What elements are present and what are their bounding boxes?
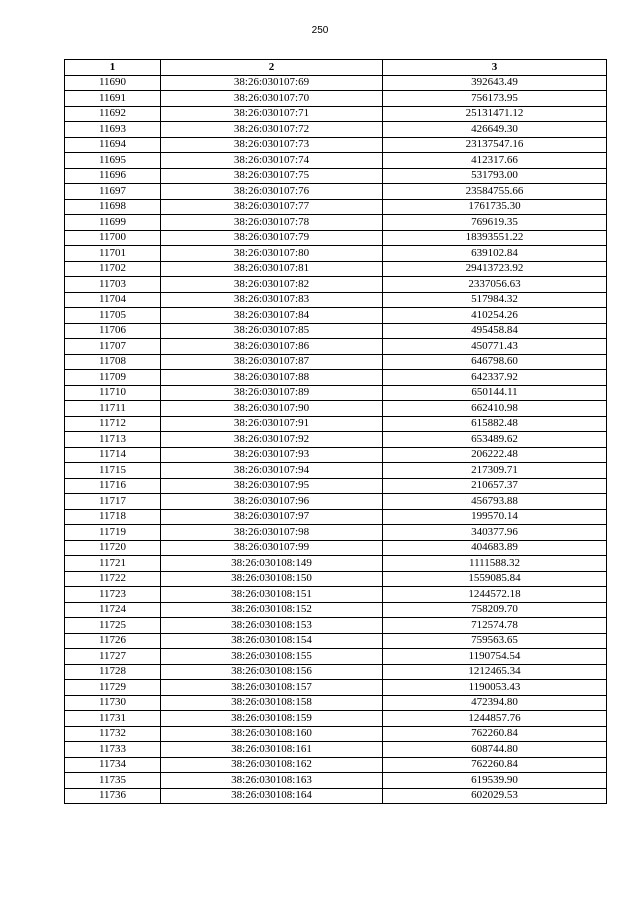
table-row	[65, 494, 607, 510]
cadastral-id-cell: 38:26:030108:162	[161, 757, 383, 773]
value-cell: 762260.84	[383, 757, 607, 773]
table-row	[65, 106, 607, 122]
value-cell: 404683.89	[383, 540, 607, 556]
cadastral-id-cell: 38:26:030107:74	[161, 153, 383, 169]
row-number-cell: 11694	[65, 137, 161, 153]
cadastral-id-cell: 38:26:030108:155	[161, 649, 383, 665]
cadastral-id-cell: 38:26:030108:151	[161, 587, 383, 603]
value-cell: 392643.49	[383, 75, 607, 91]
row-number-cell: 11707	[65, 339, 161, 355]
table-row	[65, 773, 607, 789]
value-cell: 199570.14	[383, 509, 607, 525]
table-row	[65, 401, 607, 417]
row-number-cell: 11718	[65, 509, 161, 525]
cadastral-id-cell: 38:26:030107:97	[161, 509, 383, 525]
value-cell: 2337056.63	[383, 277, 607, 293]
table-row	[65, 757, 607, 773]
table-row	[65, 664, 607, 680]
table-row	[65, 571, 607, 587]
cadastral-id-cell: 38:26:030107:95	[161, 478, 383, 494]
table-row	[65, 137, 607, 153]
cadastral-id-cell: 38:26:030108:150	[161, 571, 383, 587]
value-cell: 759563.65	[383, 633, 607, 649]
value-cell: 1212465.34	[383, 664, 607, 680]
value-cell: 1190053.43	[383, 680, 607, 696]
value-cell: 602029.53	[383, 788, 607, 804]
table-row	[65, 463, 607, 479]
table-row	[65, 478, 607, 494]
cadastral-id-cell: 38:26:030107:80	[161, 246, 383, 262]
cadastral-value-table	[64, 59, 607, 804]
cadastral-id-cell: 38:26:030108:160	[161, 726, 383, 742]
row-number-cell: 11721	[65, 556, 161, 572]
value-cell: 712574.78	[383, 618, 607, 634]
row-number-cell: 11691	[65, 91, 161, 107]
row-number-cell: 11697	[65, 184, 161, 200]
table-row	[65, 339, 607, 355]
cadastral-id-cell: 38:26:030107:81	[161, 261, 383, 277]
value-cell: 1559085.84	[383, 571, 607, 587]
table-row	[65, 91, 607, 107]
value-cell: 472394.80	[383, 695, 607, 711]
column-header-cadastral-id: 2	[161, 60, 383, 76]
table-body	[65, 75, 607, 804]
table-row	[65, 525, 607, 541]
cadastral-id-cell: 38:26:030108:157	[161, 680, 383, 696]
value-cell: 495458.84	[383, 323, 607, 339]
table-header	[65, 60, 607, 76]
value-cell: 653489.62	[383, 432, 607, 448]
cadastral-id-cell: 38:26:030107:98	[161, 525, 383, 541]
table-row	[65, 199, 607, 215]
value-cell: 456793.88	[383, 494, 607, 510]
cadastral-id-cell: 38:26:030107:71	[161, 106, 383, 122]
row-number-cell: 11725	[65, 618, 161, 634]
table-row	[65, 618, 607, 634]
value-cell: 769619.35	[383, 215, 607, 231]
value-cell: 25131471.12	[383, 106, 607, 122]
row-number-cell: 11724	[65, 602, 161, 618]
value-cell: 23137547.16	[383, 137, 607, 153]
row-number-cell: 11714	[65, 447, 161, 463]
row-number-cell: 11713	[65, 432, 161, 448]
cadastral-id-cell: 38:26:030107:69	[161, 75, 383, 91]
table-row	[65, 540, 607, 556]
row-number-cell: 11726	[65, 633, 161, 649]
cadastral-id-cell: 38:26:030107:92	[161, 432, 383, 448]
row-number-cell: 11736	[65, 788, 161, 804]
row-number-cell: 11704	[65, 292, 161, 308]
row-number-cell: 11734	[65, 757, 161, 773]
cadastral-id-cell: 38:26:030107:90	[161, 401, 383, 417]
value-cell: 531793.00	[383, 168, 607, 184]
cadastral-id-cell: 38:26:030108:161	[161, 742, 383, 758]
value-cell: 615882.48	[383, 416, 607, 432]
value-cell: 642337.92	[383, 370, 607, 386]
table-row	[65, 292, 607, 308]
header-row	[65, 60, 607, 76]
cadastral-id-cell: 38:26:030107:96	[161, 494, 383, 510]
row-number-cell: 11700	[65, 230, 161, 246]
table-row	[65, 695, 607, 711]
cadastral-id-cell: 38:26:030107:88	[161, 370, 383, 386]
value-cell: 762260.84	[383, 726, 607, 742]
row-number-cell: 11735	[65, 773, 161, 789]
row-number-cell: 11699	[65, 215, 161, 231]
cadastral-id-cell: 38:26:030107:76	[161, 184, 383, 200]
cadastral-id-cell: 38:26:030107:77	[161, 199, 383, 215]
value-cell: 1111588.32	[383, 556, 607, 572]
value-cell: 340377.96	[383, 525, 607, 541]
table-row	[65, 261, 607, 277]
row-number-cell: 11705	[65, 308, 161, 324]
cadastral-id-cell: 38:26:030107:99	[161, 540, 383, 556]
row-number-cell: 11701	[65, 246, 161, 262]
cadastral-id-cell: 38:26:030107:78	[161, 215, 383, 231]
row-number-cell: 11690	[65, 75, 161, 91]
column-header-value: 3	[383, 60, 607, 76]
value-cell: 1190754.54	[383, 649, 607, 665]
row-number-cell: 11696	[65, 168, 161, 184]
row-number-cell: 11731	[65, 711, 161, 727]
page-number: 250	[311, 25, 329, 36]
table-row	[65, 633, 607, 649]
row-number-cell: 11709	[65, 370, 161, 386]
cadastral-id-cell: 38:26:030108:163	[161, 773, 383, 789]
row-number-cell: 11703	[65, 277, 161, 293]
cadastral-id-cell: 38:26:030108:159	[161, 711, 383, 727]
cadastral-id-cell: 38:26:030107:93	[161, 447, 383, 463]
row-number-cell: 11712	[65, 416, 161, 432]
cadastral-id-cell: 38:26:030107:84	[161, 308, 383, 324]
row-number-cell: 11706	[65, 323, 161, 339]
cadastral-id-cell: 38:26:030107:75	[161, 168, 383, 184]
cadastral-id-cell: 38:26:030107:86	[161, 339, 383, 355]
row-number-cell: 11717	[65, 494, 161, 510]
value-cell: 639102.84	[383, 246, 607, 262]
row-number-cell: 11733	[65, 742, 161, 758]
table-row	[65, 323, 607, 339]
row-number-cell: 11729	[65, 680, 161, 696]
cadastral-id-cell: 38:26:030108:153	[161, 618, 383, 634]
table-row	[65, 308, 607, 324]
table-row	[65, 215, 607, 231]
row-number-cell: 11708	[65, 354, 161, 370]
value-cell: 217309.71	[383, 463, 607, 479]
row-number-cell: 11692	[65, 106, 161, 122]
row-number-cell: 11720	[65, 540, 161, 556]
cadastral-id-cell: 38:26:030107:73	[161, 137, 383, 153]
value-cell: 1244857.76	[383, 711, 607, 727]
cadastral-id-cell: 38:26:030107:89	[161, 385, 383, 401]
value-cell: 756173.95	[383, 91, 607, 107]
table-row	[65, 416, 607, 432]
row-number-cell: 11715	[65, 463, 161, 479]
table-row	[65, 277, 607, 293]
value-cell: 758209.70	[383, 602, 607, 618]
cadastral-id-cell: 38:26:030108:152	[161, 602, 383, 618]
row-number-cell: 11727	[65, 649, 161, 665]
table-row	[65, 447, 607, 463]
table-row	[65, 726, 607, 742]
cadastral-id-cell: 38:26:030107:91	[161, 416, 383, 432]
table-row	[65, 602, 607, 618]
table-row	[65, 184, 607, 200]
cadastral-id-cell: 38:26:030107:83	[161, 292, 383, 308]
table-row	[65, 788, 607, 804]
table-row	[65, 385, 607, 401]
value-cell: 23584755.66	[383, 184, 607, 200]
row-number-cell: 11730	[65, 695, 161, 711]
value-cell: 18393551.22	[383, 230, 607, 246]
value-cell: 29413723.92	[383, 261, 607, 277]
cadastral-id-cell: 38:26:030107:70	[161, 91, 383, 107]
table-row	[65, 370, 607, 386]
table-row	[65, 742, 607, 758]
cadastral-id-cell: 38:26:030108:154	[161, 633, 383, 649]
value-cell: 650144.11	[383, 385, 607, 401]
value-cell: 450771.43	[383, 339, 607, 355]
table-row	[65, 556, 607, 572]
row-number-cell: 11723	[65, 587, 161, 603]
cadastral-id-cell: 38:26:030108:149	[161, 556, 383, 572]
cadastral-id-cell: 38:26:030107:79	[161, 230, 383, 246]
row-number-cell: 11693	[65, 122, 161, 138]
value-cell: 619539.90	[383, 773, 607, 789]
table-row	[65, 649, 607, 665]
table-row	[65, 122, 607, 138]
row-number-cell: 11716	[65, 478, 161, 494]
value-cell: 210657.37	[383, 478, 607, 494]
column-header-number: 1	[65, 60, 161, 76]
table-row	[65, 246, 607, 262]
table-row	[65, 153, 607, 169]
row-number-cell: 11719	[65, 525, 161, 541]
value-cell: 412317.66	[383, 153, 607, 169]
table-row	[65, 75, 607, 91]
cadastral-id-cell: 38:26:030107:94	[161, 463, 383, 479]
table-row	[65, 587, 607, 603]
cadastral-id-cell: 38:26:030108:158	[161, 695, 383, 711]
table-row	[65, 432, 607, 448]
value-cell: 1761735.30	[383, 199, 607, 215]
row-number-cell: 11722	[65, 571, 161, 587]
cadastral-id-cell: 38:26:030107:87	[161, 354, 383, 370]
value-cell: 517984.32	[383, 292, 607, 308]
cadastral-id-cell: 38:26:030107:82	[161, 277, 383, 293]
value-cell: 608744.80	[383, 742, 607, 758]
value-cell: 410254.26	[383, 308, 607, 324]
value-cell: 426649.30	[383, 122, 607, 138]
table-row	[65, 230, 607, 246]
value-cell: 1244572.18	[383, 587, 607, 603]
cadastral-id-cell: 38:26:030107:85	[161, 323, 383, 339]
row-number-cell: 11710	[65, 385, 161, 401]
row-number-cell: 11702	[65, 261, 161, 277]
cadastral-id-cell: 38:26:030108:156	[161, 664, 383, 680]
table-row	[65, 168, 607, 184]
cadastral-id-cell: 38:26:030107:72	[161, 122, 383, 138]
table-row	[65, 711, 607, 727]
table-row	[65, 509, 607, 525]
table-row	[65, 354, 607, 370]
row-number-cell: 11711	[65, 401, 161, 417]
row-number-cell: 11732	[65, 726, 161, 742]
table-row	[65, 680, 607, 696]
cadastral-id-cell: 38:26:030108:164	[161, 788, 383, 804]
value-cell: 646798.60	[383, 354, 607, 370]
value-cell: 662410.98	[383, 401, 607, 417]
row-number-cell: 11728	[65, 664, 161, 680]
row-number-cell: 11695	[65, 153, 161, 169]
row-number-cell: 11698	[65, 199, 161, 215]
value-cell: 206222.48	[383, 447, 607, 463]
